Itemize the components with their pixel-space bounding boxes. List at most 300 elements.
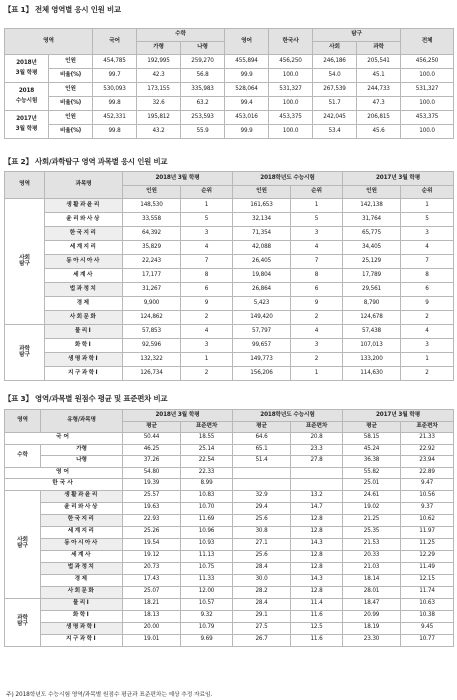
table-cell: 28.4 — [233, 562, 291, 574]
table-cell: 9.45 — [401, 622, 454, 634]
table-cell: 58.15 — [343, 433, 401, 445]
table-cell: 455,894 — [225, 55, 269, 69]
table-cell: 22.54 — [181, 456, 233, 468]
table-cell: 99.9 — [225, 125, 269, 139]
header-social: 사회 — [313, 42, 357, 55]
table-cell: 37.26 — [123, 456, 181, 468]
footnote: 주) 2018학년도 수능시험 영역/과목별 원점수 평균과 표준편차는 예상 추정 자료임. — [6, 692, 213, 698]
table-cell: 124,862 — [123, 311, 181, 325]
exam-label-line1: 2017년 — [16, 115, 37, 122]
subject-name: 동아시아사 — [41, 538, 123, 550]
table-cell: 19.01 — [123, 634, 181, 646]
subject-name: 경제 — [41, 574, 123, 586]
table-row — [5, 367, 454, 381]
header-rank: 순위 — [401, 186, 454, 199]
table3-title: 【표 3】 영역/과목별 원점수 평균 및 표준편차 비교 — [4, 394, 168, 403]
table-row — [5, 353, 454, 367]
table-cell: 10.62 — [401, 514, 454, 526]
table-cell: 9 — [291, 297, 343, 311]
table-row — [5, 97, 454, 111]
table-cell: 99.8 — [93, 97, 137, 111]
table-cell: 9.37 — [401, 502, 454, 514]
group-label-line1: 과학 — [17, 615, 28, 622]
table-cell: 56.8 — [181, 69, 225, 83]
subject-name: 물리Ⅰ — [45, 325, 123, 339]
group-label-line2: 탐구 — [19, 351, 30, 358]
table-cell: 25.35 — [343, 526, 401, 538]
table-cell: 28.2 — [233, 586, 291, 598]
table-cell: 29.4 — [233, 502, 291, 514]
table-cell: 531,327 — [269, 83, 313, 97]
table-cell: 19,804 — [233, 269, 291, 283]
table-cell: 3 — [181, 227, 233, 241]
header-stdev: 표준편차 — [181, 422, 233, 433]
table-cell: 51.7 — [313, 97, 357, 111]
table-cell: 4 — [401, 325, 454, 339]
table-cell — [233, 479, 291, 491]
table-cell: 55.82 — [343, 467, 401, 479]
subject-name: 동아시아사 — [45, 255, 123, 269]
table-cell: 9 — [181, 297, 233, 311]
table-cell: 14.7 — [291, 502, 343, 514]
table-cell: 19.12 — [123, 550, 181, 562]
table-cell: 2 — [401, 367, 454, 381]
header-exam-2018-march: 2018년 3월 학평 — [123, 410, 233, 422]
table-cell: 45.24 — [343, 444, 401, 456]
table-cell: 99.8 — [93, 125, 137, 139]
header-exam-2018-csat: 2018학년도 수능시험 — [233, 410, 343, 422]
subject-name: 세계사 — [45, 269, 123, 283]
header-science: 과학 — [357, 42, 401, 55]
table-cell: 30.0 — [233, 574, 291, 586]
table-cell: 30.8 — [233, 526, 291, 538]
metric-label: 인원 — [49, 111, 93, 125]
table-cell: 23.94 — [401, 456, 454, 468]
table-cell: 4 — [401, 241, 454, 255]
table-cell: 19.63 — [123, 502, 181, 514]
table-cell: 11.69 — [181, 514, 233, 526]
exam-label-line1: 2018 — [18, 87, 35, 94]
table-cell: 22.33 — [181, 467, 233, 479]
table-cell: 335,983 — [181, 83, 225, 97]
table-row — [5, 433, 454, 445]
table-cell: 25.01 — [343, 479, 401, 491]
math-group-label: 수학 — [5, 444, 41, 467]
table-cell: 5 — [181, 213, 233, 227]
subject-name: 한국지리 — [45, 227, 123, 241]
table-cell: 50.44 — [123, 433, 181, 445]
table-cell: 51.4 — [233, 456, 291, 468]
group-label-line2: 탐구 — [17, 543, 28, 549]
table-cell: 1 — [181, 353, 233, 367]
table-row — [5, 490, 454, 502]
header-area: 영역 — [5, 29, 93, 55]
social-group-label — [5, 490, 41, 598]
table-row — [5, 550, 454, 562]
group-label-line2: 탐구 — [19, 260, 30, 267]
table-cell: 26,864 — [233, 283, 291, 297]
group-label-line2: 탐구 — [17, 621, 28, 627]
subject-name: 지구과학Ⅰ — [41, 634, 123, 646]
table-cell: 23.3 — [291, 444, 343, 456]
table-cell: 10.70 — [181, 502, 233, 514]
table-row — [5, 339, 454, 353]
table-cell: 12.8 — [291, 562, 343, 574]
table-cell: 205,541 — [357, 55, 401, 69]
table-cell: 18.55 — [181, 433, 233, 445]
table-cell: 453,375 — [401, 111, 454, 125]
english-row-label: 영어 — [5, 467, 123, 479]
table-cell: 19.54 — [123, 538, 181, 550]
table-cell: 3 — [291, 227, 343, 241]
table-cell: 454,785 — [93, 55, 137, 69]
header-korean-history: 한국사 — [269, 29, 313, 55]
subject-name: 화학Ⅰ — [45, 339, 123, 353]
science-group-label — [5, 325, 45, 381]
table-row — [5, 598, 454, 610]
table1-applicants-by-area — [4, 28, 454, 139]
table-cell: 3 — [401, 227, 454, 241]
table-cell: 114,630 — [343, 367, 401, 381]
table-cell: 65.1 — [233, 444, 291, 456]
table-cell — [291, 479, 343, 491]
table-cell: 57,853 — [123, 325, 181, 339]
table-cell: 192,995 — [137, 55, 181, 69]
table-cell: 10.75 — [181, 562, 233, 574]
table-cell: 9 — [401, 297, 454, 311]
table-cell: 206,815 — [357, 111, 401, 125]
table-cell: 19.02 — [343, 502, 401, 514]
table-cell: 31,764 — [343, 213, 401, 227]
table-cell: 10.63 — [401, 598, 454, 610]
table-cell: 100.0 — [269, 69, 313, 83]
table-row — [5, 213, 454, 227]
table-cell: 7 — [291, 255, 343, 269]
table-cell: 142,138 — [343, 199, 401, 213]
table-cell: 5 — [401, 213, 454, 227]
table-row — [5, 514, 454, 526]
table-cell: 35,829 — [123, 241, 181, 255]
table-cell: 20.33 — [343, 550, 401, 562]
table-cell: 54.80 — [123, 467, 181, 479]
header-stdev: 표준편차 — [291, 422, 343, 433]
table-cell: 132,322 — [123, 353, 181, 367]
table-cell: 25.14 — [181, 444, 233, 456]
table-cell: 65,775 — [343, 227, 401, 241]
table-cell: 99.7 — [93, 69, 137, 83]
subject-name: 윤리와사상 — [41, 502, 123, 514]
subject-name: 지구과학Ⅰ — [45, 367, 123, 381]
header-total: 전체 — [401, 29, 454, 55]
table-cell: 18.19 — [343, 622, 401, 634]
table-cell — [233, 467, 291, 479]
table-cell: 8.99 — [181, 479, 233, 491]
header-inquiry: 탐구 — [313, 29, 401, 42]
table-cell: 17,177 — [123, 269, 181, 283]
table-row — [5, 502, 454, 514]
table-cell: 71,354 — [233, 227, 291, 241]
metric-label: 인원 — [49, 83, 93, 97]
table-cell: 27.1 — [233, 538, 291, 550]
table-cell: 2 — [181, 367, 233, 381]
subject-name: 생활과윤리 — [45, 199, 123, 213]
table-row — [5, 227, 454, 241]
table-cell — [291, 467, 343, 479]
table-cell: 173,155 — [137, 83, 181, 97]
table-cell: 21.25 — [343, 514, 401, 526]
table-cell: 20.73 — [123, 562, 181, 574]
table-cell: 25.07 — [123, 586, 181, 598]
table-cell: 456,250 — [401, 55, 454, 69]
table-cell: 100.0 — [269, 125, 313, 139]
table-cell: 57,797 — [233, 325, 291, 339]
subject-name: 법과정치 — [45, 283, 123, 297]
table-row — [5, 610, 454, 622]
table-cell: 14.3 — [291, 574, 343, 586]
subject-name: 윤리와사상 — [45, 213, 123, 227]
header-rank: 순위 — [181, 186, 233, 199]
subject-name: 화학Ⅰ — [41, 610, 123, 622]
table-cell: 4 — [181, 241, 233, 255]
table2-applicants-by-subject — [4, 171, 454, 381]
table-cell: 32.9 — [233, 490, 291, 502]
table-row — [5, 562, 454, 574]
table-row — [5, 241, 454, 255]
table-cell: 32,134 — [233, 213, 291, 227]
table-cell: 18.14 — [343, 574, 401, 586]
table-cell: 133,200 — [343, 353, 401, 367]
table-cell: 43.2 — [137, 125, 181, 139]
table-row — [5, 574, 454, 586]
table-cell: 42,088 — [233, 241, 291, 255]
table-cell: 1 — [291, 367, 343, 381]
table-cell: 8 — [181, 269, 233, 283]
table-cell: 3 — [291, 339, 343, 353]
table-cell: 149,420 — [233, 311, 291, 325]
table-cell: 267,539 — [313, 83, 357, 97]
table-cell: 11.49 — [401, 562, 454, 574]
table-cell: 12.8 — [291, 526, 343, 538]
table-cell: 148,530 — [123, 199, 181, 213]
table-cell: 452,331 — [93, 111, 137, 125]
table-row — [5, 83, 454, 97]
table-cell: 99.9 — [225, 69, 269, 83]
table-cell: 11.97 — [401, 526, 454, 538]
table-cell: 2 — [181, 311, 233, 325]
table-cell: 9.47 — [401, 479, 454, 491]
header-exam-2018-csat: 2018학년도 수능시험 — [233, 172, 343, 186]
metric-label: 비율(%) — [49, 125, 93, 139]
table-cell: 531,327 — [401, 83, 454, 97]
table-row — [5, 479, 454, 491]
table-cell: 10.57 — [181, 598, 233, 610]
table-cell: 10.93 — [181, 538, 233, 550]
table-cell: 156,206 — [233, 367, 291, 381]
korean-row-label: 국어 — [5, 433, 123, 445]
subject-name: 경제 — [45, 297, 123, 311]
subject-name: 세계지리 — [45, 241, 123, 255]
table1-title: 【표 1】 전체 영역별 응시 인원 비교 — [4, 5, 121, 14]
table-cell: 12.8 — [291, 586, 343, 598]
table-cell: 1 — [181, 199, 233, 213]
table-cell: 92,596 — [123, 339, 181, 353]
table-row — [5, 311, 454, 325]
table2-title: 【표 2】 사회/과학탐구 영역 과목별 응시 인원 비교 — [4, 157, 168, 166]
subject-name: 세계지리 — [41, 526, 123, 538]
subject-name: 생명과학Ⅰ — [45, 353, 123, 367]
table-cell: 28.01 — [343, 586, 401, 598]
table-cell: 26.7 — [233, 634, 291, 646]
table-cell: 3 — [401, 339, 454, 353]
header-korean: 국어 — [93, 29, 137, 55]
table-cell: 25.6 — [233, 514, 291, 526]
table-cell: 53.4 — [313, 125, 357, 139]
table-cell: 22.92 — [401, 444, 454, 456]
table-cell: 99,657 — [233, 339, 291, 353]
header-exam-2018-march: 2018년 3월 학평 — [123, 172, 233, 186]
header-math-na: 나형 — [181, 42, 225, 55]
table-cell: 530,093 — [93, 83, 137, 97]
table-cell: 22.89 — [401, 467, 454, 479]
exam-label — [5, 111, 49, 139]
table-cell: 32.6 — [137, 97, 181, 111]
table-cell: 21.03 — [343, 562, 401, 574]
table-row — [5, 111, 454, 125]
table-cell: 124,678 — [343, 311, 401, 325]
table-cell: 21.33 — [401, 433, 454, 445]
table-cell: 259,270 — [181, 55, 225, 69]
table-cell: 34,405 — [343, 241, 401, 255]
table-cell: 2 — [291, 353, 343, 367]
table-cell: 6 — [291, 283, 343, 297]
table-cell: 31,267 — [123, 283, 181, 297]
table-cell: 8,790 — [343, 297, 401, 311]
metric-label: 인원 — [49, 55, 93, 69]
subject-name: 사회문화 — [41, 586, 123, 598]
table-cell: 5 — [291, 213, 343, 227]
table-cell: 22.93 — [123, 514, 181, 526]
table-cell: 5,423 — [233, 297, 291, 311]
header-area: 영역 — [5, 410, 41, 433]
group-label-line1: 사회 — [19, 254, 30, 261]
subject-name: 세계사 — [41, 550, 123, 562]
subject-name: 생명과학Ⅰ — [41, 622, 123, 634]
table-cell: 19.39 — [123, 479, 181, 491]
table-row — [5, 538, 454, 550]
table-cell: 21.53 — [343, 538, 401, 550]
table-row — [5, 325, 454, 339]
table-cell: 23.30 — [343, 634, 401, 646]
social-group-label — [5, 199, 45, 325]
table-cell: 246,186 — [313, 55, 357, 69]
table-cell: 27.8 — [291, 456, 343, 468]
table-row — [5, 622, 454, 634]
math-type: 나형 — [41, 456, 123, 468]
table-cell: 26,405 — [233, 255, 291, 269]
header-rank: 순위 — [291, 186, 343, 199]
table-cell: 3 — [181, 339, 233, 353]
metric-label: 비율(%) — [49, 69, 93, 83]
table-cell: 528,064 — [225, 83, 269, 97]
table-cell: 24.61 — [343, 490, 401, 502]
table-cell: 12.00 — [181, 586, 233, 598]
table-cell: 12.8 — [291, 550, 343, 562]
table-cell: 6 — [181, 283, 233, 297]
table-cell: 42.3 — [137, 69, 181, 83]
subject-name: 법과정치 — [41, 562, 123, 574]
table-cell: 8 — [401, 269, 454, 283]
table-cell: 22,243 — [123, 255, 181, 269]
science-group-label — [5, 598, 41, 646]
history-row-label: 한국사 — [5, 479, 123, 491]
header-count: 인원 — [233, 186, 291, 199]
table-cell: 10.96 — [181, 526, 233, 538]
header-subject: 과목명 — [45, 172, 123, 199]
table-cell: 107,013 — [343, 339, 401, 353]
table-cell: 100.0 — [401, 125, 454, 139]
table-cell: 28.4 — [233, 598, 291, 610]
table-cell: 20.00 — [123, 622, 181, 634]
table-cell: 11.6 — [291, 634, 343, 646]
exam-label-line2: 3월 학평 — [15, 125, 38, 132]
exam-label-line1: 2018년 — [16, 59, 37, 66]
exam-label — [5, 83, 49, 111]
table-row — [5, 297, 454, 311]
table-cell: 17.43 — [123, 574, 181, 586]
group-label-line1: 과학 — [19, 345, 30, 352]
header-stdev: 표준편차 — [401, 422, 454, 433]
header-area: 영역 — [5, 172, 45, 199]
exam-label — [5, 55, 49, 83]
table-cell: 25,129 — [343, 255, 401, 269]
header-exam-2017-march: 2017년 3월 학평 — [343, 410, 454, 422]
table3-score-mean-sd — [4, 409, 454, 647]
table-cell: 12.8 — [291, 514, 343, 526]
table-cell: 1 — [401, 353, 454, 367]
table-cell: 1 — [291, 199, 343, 213]
subject-name: 사회문화 — [45, 311, 123, 325]
table-cell: 4 — [291, 325, 343, 339]
table-cell: 453,375 — [269, 111, 313, 125]
table-cell: 12.15 — [401, 574, 454, 586]
table-cell: 100.0 — [401, 69, 454, 83]
exam-label-line2: 3월 학평 — [15, 69, 38, 76]
table-row — [5, 634, 454, 646]
table-cell: 4 — [291, 241, 343, 255]
table-cell: 10.77 — [401, 634, 454, 646]
table-cell: 45.6 — [357, 125, 401, 139]
table-cell: 11.6 — [291, 610, 343, 622]
table-cell: 12.5 — [291, 622, 343, 634]
header-type-subject: 유형/과목명 — [41, 410, 123, 433]
table-cell: 25.57 — [123, 490, 181, 502]
table-row — [5, 199, 454, 213]
subject-name: 한국지리 — [41, 514, 123, 526]
table-row — [5, 444, 454, 456]
table-cell: 47.3 — [357, 97, 401, 111]
table-cell: 6 — [401, 283, 454, 297]
math-type: 가형 — [41, 444, 123, 456]
header-count: 인원 — [123, 186, 181, 199]
header-math-ga: 가형 — [137, 42, 181, 55]
table-cell: 9.69 — [181, 634, 233, 646]
table-cell: 195,812 — [137, 111, 181, 125]
table-row — [5, 283, 454, 297]
table-cell: 9.32 — [181, 610, 233, 622]
table-cell: 14.3 — [291, 538, 343, 550]
table-cell: 2 — [401, 311, 454, 325]
table-cell: 55.9 — [181, 125, 225, 139]
